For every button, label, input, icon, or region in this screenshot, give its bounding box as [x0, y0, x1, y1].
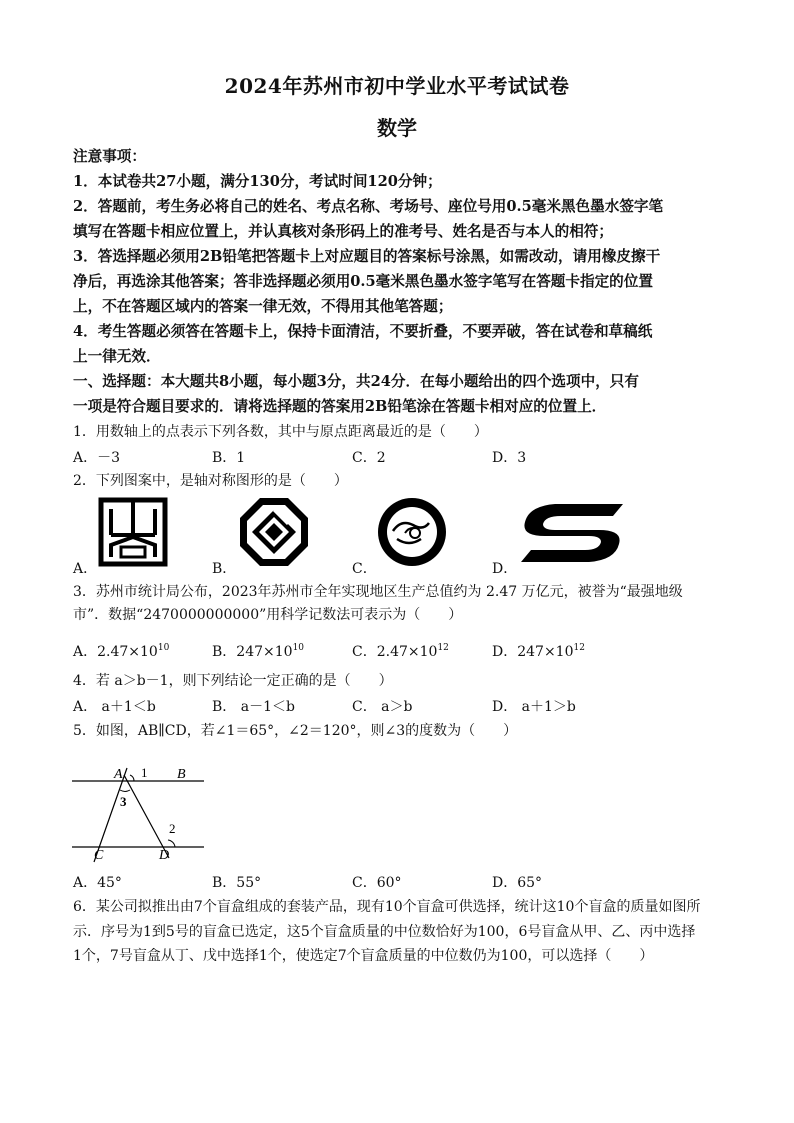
q3-option-b: B．$247\times 10^{10}$ [212, 643, 305, 660]
q5-option-a: A．45° [73, 875, 122, 891]
exam-title: 2024年苏州市初中学业水平考试试卷 [224, 74, 570, 98]
q4-stem: 4．若 a＞b－1，则下列结论一定正确的是（ ） [73, 673, 393, 689]
note-line: 上一律无效． [73, 348, 161, 365]
q5-option-d: D．65° [492, 875, 543, 891]
q2-label-a: A． [73, 561, 98, 577]
q5-geometry-figure [70, 758, 210, 866]
q3-option-d: D．$247\times 10^{12}$ [492, 643, 585, 660]
q5-angle-2: 2 [169, 821, 176, 836]
q6-stem-line: 6．某公司拟推出由7个盲盒组成的套装产品，现有10个盲盒可供选择，统计这10个盲盒的质量如图所 [73, 899, 701, 915]
note-line: 2．答题前，考生务必将自己的姓名、考点名称、考场号、座位号用0.5毫米黑色墨水签字笔 [73, 198, 664, 215]
q2-figure-d-icon [515, 500, 629, 566]
q5-stem: 5．如图，AB∥CD，若∠1＝65°，∠2＝120°，则∠3的度数为（ ） [73, 723, 518, 739]
q2-figure-a-icon [98, 497, 168, 567]
q4-option-c: C． a＞b [352, 699, 413, 715]
q5-label-d: D [159, 848, 170, 863]
q1-option-d: D．3 [492, 450, 527, 466]
q4-option-a: A． a＋1＜b [73, 699, 156, 715]
q5-angle-1: 1 [141, 765, 148, 780]
q5-label-c: C [94, 848, 104, 863]
q3-option-c: C．$2.47\times 10^{12}$ [352, 643, 449, 660]
q5-option-b: B．55° [212, 875, 262, 891]
q1-option-b: B．1 [212, 450, 246, 466]
q5-label-b: B [177, 767, 186, 782]
q2-label-c: C． [352, 561, 377, 577]
q3-option-a: A．$2.47\times 10^{10}$ [73, 643, 170, 660]
q4-option-b: B． a－1＜b [212, 699, 295, 715]
q3-stem-line: 市”．数据“2470000000000”用科学记数法可表示为（ ） [73, 607, 463, 623]
q6-stem-line: 1个，7号盲盒从丁、戊中选择1个，使选定7个盲盒质量的中位数仍为100，可以选择（ ） [73, 948, 654, 964]
note-line: 3．答选择题必须用2B铅笔把答题卡上对应题目的答案标号涂黑，如需改动，请用橡皮擦干 [73, 248, 661, 265]
q6-stem-line: 示．序号为1到5号的盲盒已选定，这5个盲盒质量的中位数恰好为100，6号盲盒从甲、乙、丙中选择 [73, 924, 696, 940]
q5-angle-3: 3 [120, 794, 127, 809]
note-line: 1．本试卷共27小题，满分130分，考试时间120分钟； [73, 173, 442, 190]
q4-option-d: D． a＋1＞b [492, 699, 576, 715]
q2-figure-b-icon [238, 496, 310, 568]
q2-figure-c-icon [375, 495, 449, 569]
section-heading-line: 一项是符合题目要求的．请将选择题的答案用2B铅笔涂在答题卡相对应的位置上． [73, 398, 607, 415]
q3-stem-line: 3．苏州市统计局公布，2023年苏州市全年实现地区生产总值约为 2.47 万亿元，被誉为“最强地级 [73, 584, 683, 600]
q1-stem: 1．用数轴上的点表示下列各数，其中与原点距离最近的是（ ） [73, 424, 488, 440]
q2-label-b: B． [212, 561, 237, 577]
section-heading-line: 一、选择题：本大题共8小题，每小题3分，共24分．在每小题给出的四个选项中，只有 [73, 373, 639, 390]
notes-heading: 注意事项： [73, 148, 146, 165]
q5-option-c: C．60° [352, 875, 402, 891]
q2-stem: 2．下列图案中，是轴对称图形的是（ ） [73, 473, 348, 489]
exam-subject: 数学 [377, 116, 417, 140]
note-line: 填写在答题卡相应位置上，并认真核对条形码上的准考号、姓名是否与本人的相符； [73, 223, 613, 240]
note-line: 4．考生答题必须答在答题卡上，保持卡面清洁，不要折叠，不要弄破，答在试卷和草稿纸 [73, 323, 653, 340]
q2-label-d: D． [492, 561, 518, 577]
q1-option-a: A．－3 [73, 450, 121, 466]
note-line: 上，不在答题区域内的答案一律无效，不得用其他笔答题； [73, 298, 453, 315]
q5-label-a: A [114, 767, 123, 782]
q1-option-c: C．2 [352, 450, 386, 466]
note-line: 净后，再选涂其他答案；答非选择题必须用0.5毫米黑色墨水签字笔写在答题卡指定的位置 [73, 273, 653, 290]
